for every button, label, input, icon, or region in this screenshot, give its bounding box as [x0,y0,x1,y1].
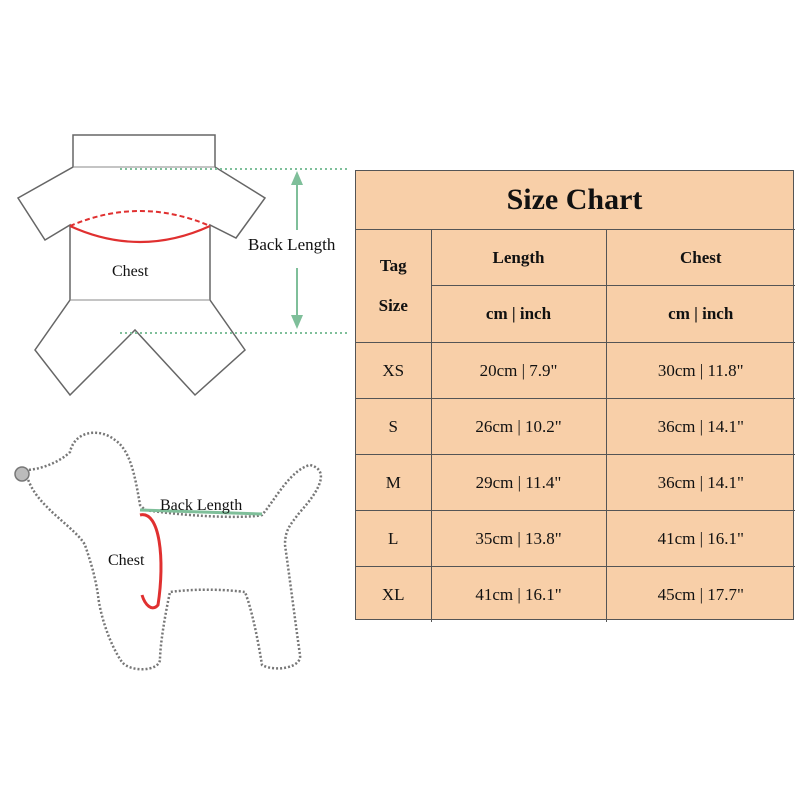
dog-diagram [15,433,321,670]
dog-nose-icon [15,467,29,481]
size-cell: M [356,455,431,511]
chest-cell: 30cm | 11.8" [606,343,795,399]
table-row [356,399,795,455]
size-cell: XS [356,343,431,399]
chest-units: cm | inch [606,286,795,343]
tag-header-line1: Tag [379,256,407,275]
length-cell: 41cm | 16.1" [431,567,606,623]
table-header-row [356,230,795,286]
tag-header-line2: Size [378,296,408,315]
chest-cell: 36cm | 14.1" [606,455,795,511]
shirt-chest-label: Chest [112,263,149,280]
chest-header: Chest [606,230,795,286]
dog-back-length-label: Back Length [160,497,243,514]
tag-size-header [356,230,431,343]
chest-cell: 45cm | 17.7" [606,567,795,623]
length-cell: 26cm | 10.2" [431,399,606,455]
table-row [356,567,795,623]
table-row [356,511,795,567]
length-cell: 35cm | 13.8" [431,511,606,567]
table-row [356,455,795,511]
shirt-diagram [18,135,348,395]
size-table [356,229,795,622]
table-row [356,343,795,399]
chest-cell: 36cm | 14.1" [606,399,795,455]
length-units: cm | inch [431,286,606,343]
size-cell: L [356,511,431,567]
size-chart-title: Size Chart [506,183,643,216]
size-chart [355,170,794,620]
size-cell: S [356,399,431,455]
shirt-back-length-label: Back Length [248,235,336,254]
chest-cell: 41cm | 16.1" [606,511,795,567]
arrow-up-icon [291,171,303,185]
arrow-down-icon [291,315,303,329]
length-cell: 29cm | 11.4" [431,455,606,511]
length-cell: 20cm | 7.9" [431,343,606,399]
dog-chest-label: Chest [108,552,145,569]
length-header: Length [431,230,606,286]
dog-outline [25,433,321,670]
size-cell: XL [356,567,431,623]
